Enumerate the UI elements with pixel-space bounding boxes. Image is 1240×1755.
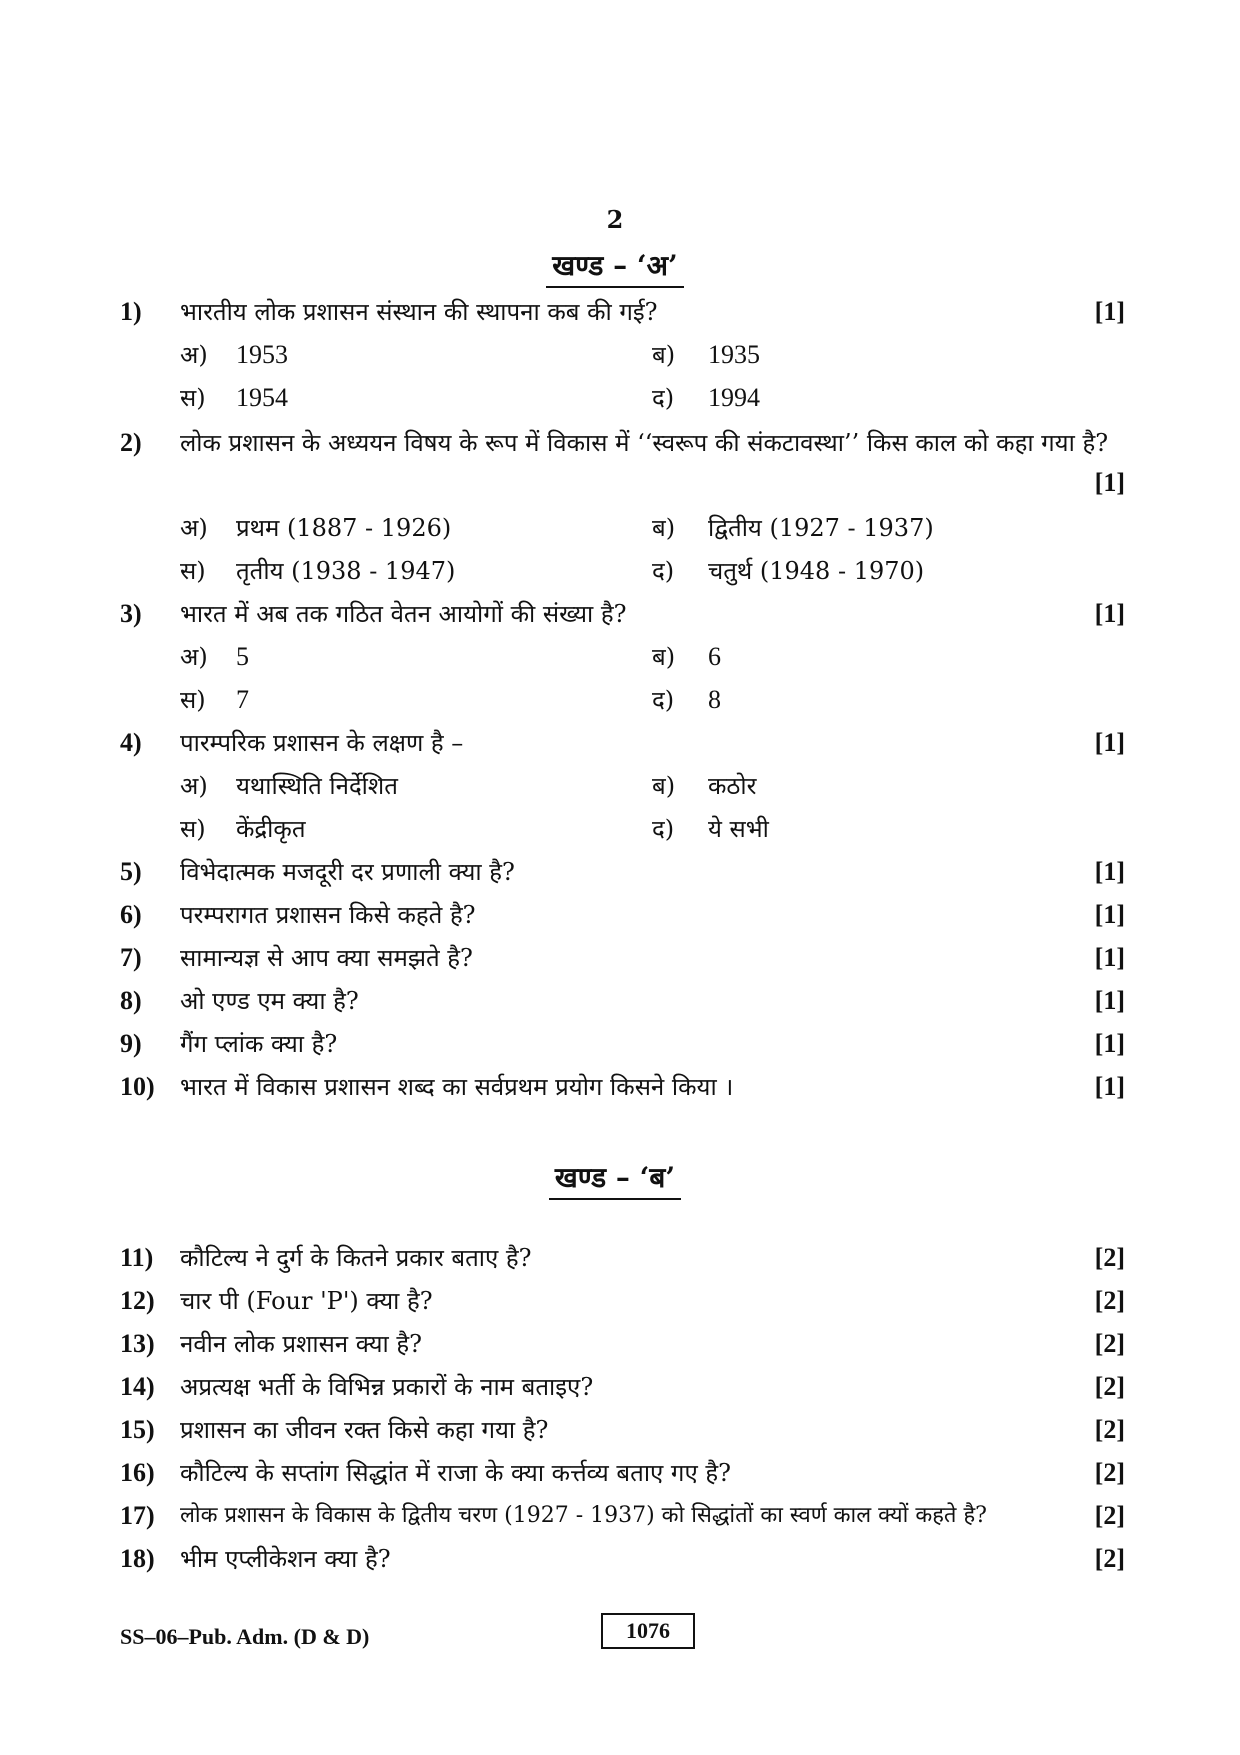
option: द) 1994 <box>652 383 760 412</box>
section-b-title: खण्ड – ‘ब’ <box>0 1158 1230 1200</box>
option: अ) प्रथम (1887 - 1926) <box>180 514 452 542</box>
option: ब) 1935 <box>652 340 760 369</box>
option: स) केंद्रीकृत <box>180 815 306 843</box>
paper-code: SS–06–Pub. Adm. (D & D) <box>120 1624 370 1649</box>
question-marks: [1] <box>1094 468 1125 497</box>
option: द) चतुर्थ (1948 - 1970) <box>652 557 925 585</box>
option: स) तृतीय (1938 - 1947) <box>180 557 456 585</box>
question-number: 2) <box>120 428 142 457</box>
option: ब) द्वितीय (1927 - 1937) <box>652 514 934 542</box>
question-number: 3) <box>120 599 142 628</box>
option: ब) 6 <box>652 642 721 671</box>
question-number: 4) <box>120 728 142 757</box>
option: ब) कठोर <box>652 772 757 800</box>
question-text: भारतीय लोक प्रशासन संस्थान की स्थापना कब की गई? <box>180 298 658 326</box>
option: स) 1954 <box>180 383 288 412</box>
question-text: लोक प्रशासन के अध्ययन विषय के रूप में विकास में ‘‘स्वरूप की संकटावस्था’’ किस काल को कहा गया है? <box>180 429 1109 457</box>
question-marks: [1] <box>1094 297 1125 326</box>
question-text: भारत में अब तक गठित वेतन आयोगों की संख्या है? <box>180 600 627 628</box>
option: अ) यथास्थिति निर्देशित <box>180 772 398 800</box>
page-code-box: 1076 <box>601 1613 695 1649</box>
exam-page: 2 खण्ड – ‘अ’ 1) भारतीय लोक प्रशासन संस्थान की स्थापना कब की गई? [1] अ) 1953 ब) 1935 स) 1954 द) 1994 2) लोक प्रशासन के अध्ययन विषय के रूप में विकास में ‘‘स्वरूप की संकटावस्था’’ किस काल को कहा गया है? [1] अ) प्रथम (1887 - 1926) ब) द्वितीय (1927 - 1937) स) तृतीय (1938 - 1947) द) चतुर्थ (1948 - 1970) 3) भारत में अब तक गठित वेतन आयोगों की संख्या है? [1] अ) 5 ब) 6 स) 7 द) 8 4) पारम्परिक प्रशासन के लक्षण है – [1] अ) यथास्थिति निर्देशित ब) कठोर स) केंद्रीकृत द) ये सभी 5) विभेदात्मक मजदूरी दर प्रणाली क्या है? [1] 6) परम्परागत प्रशासन किसे कहते है? [1] 7) सामान्यज्ञ से आप क्या समझते है? [1] 8) ओ एण्ड एम क्या है? [1] 9) गैंग प्लांक क्या है? [1] 10) भारत में विकास प्रशासन शब्द का सर्वप्रथम प्रयोग किसने किया । [1] खण्ड – ‘ब’ 11) कौटिल्य ने दुर्ग के कितने प्रकार बताए है? [2] 12) चार पी (Four 'P') क्या है? [2] 13) नवीन लोक प्रशासन क्या है? [2] 14) अप्रत्यक्ष भर्ती के विभिन्न प्रकारों के नाम बताइए? [2] 15) प्रशासन का जीवन रक्त किसे कहा गया है? [2] 16) कौटिल्य के सप्तांग सिद्धांत में राजा के क्या कर्त्तव्य बताए गए है? [2] 17) लोक प्रशासन के विकास के द्वितीय चरण (1927 - 1937) को सिद्धांतों का स्वर्ण काल क्यों कहते है? [2] 18) भीम एप्लीकेशन क्या है? [2] SS–06–Pub. Adm. (D & D) 1076 <box>0 0 1240 1755</box>
option: स) 7 <box>180 685 249 714</box>
option: अ) 1953 <box>180 340 288 369</box>
question-text: पारम्परिक प्रशासन के लक्षण है – <box>180 729 464 757</box>
option: द) 8 <box>652 685 721 714</box>
question-number: 1) <box>120 297 142 326</box>
question-marks: [1] <box>1094 728 1125 757</box>
option: द) ये सभी <box>652 815 769 843</box>
section-a-title: खण्ड – ‘अ’ <box>0 246 1230 288</box>
question-marks: [1] <box>1094 599 1125 628</box>
page-number: 2 <box>606 205 624 234</box>
option: अ) 5 <box>180 642 249 671</box>
